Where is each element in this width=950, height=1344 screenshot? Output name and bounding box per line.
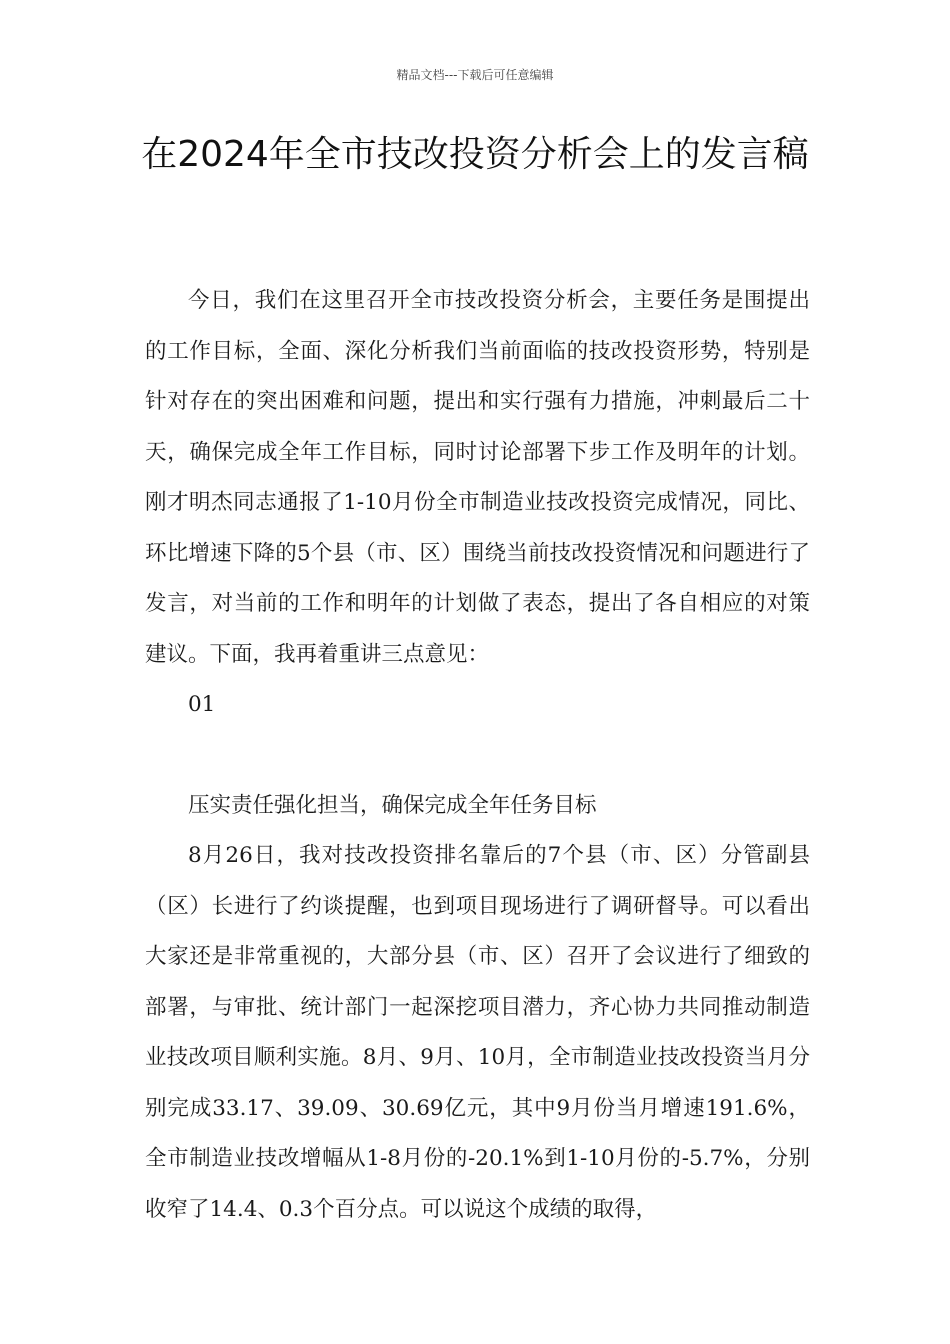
intro-paragraph: 今日，我们在这里召开全市技改投资分析会，主要任务是围提出的工作目标，全面、深化分析我们当前面临的技改投资形势，特别是针对存在的突出困难和问题，提出和实行强有力措施，冲刺最后二十天，确保完成全年工作目标，同时讨论部署下步工作及明年的计划。刚才明杰同志通报了1-10月份全市制造业技改投资完成情况，同比、环比增速下降的5个县（市、区）围绕当前技改投资情况和问题进行了发言，对当前的工作和明年的计划做了表态，提出了各自相应的对策建议。下面，我再着重讲三点意见： <box>145 288 810 667</box>
document-body <box>145 276 810 1235</box>
section-heading: 压实责任强化担当，确保完成全年任务目标 <box>188 792 597 818</box>
document-title: 在2024年全市技改投资分析会上的发言稿 <box>141 134 809 175</box>
section-body-paragraph: 8月26日，我对技改投资排名靠后的7个县（市、区）分管副县（区）长进行了约谈提醒，也到项目现场进行了调研督导。可以看出大家还是非常重视的，大部分县（市、区）召开了会议进行了细致的部署，与审批、统计部门一起深挖项目潜力，齐心协力共同推动制造业技改项目顺利实施。8月、9月、10月，全市制造业技改投资当月分别完成33.17、39.09、30.69亿元，其中9月份当月增速191.6%，全市制造业技改增幅从1-8月份的-20.1%到1-10月份的-5.7%，分别收窄了14.4、0.3个百分点。可以说这个成绩的取得， <box>145 843 810 1222</box>
header-note: 精品文档---下载后可任意编辑 <box>396 68 554 82</box>
section-number: 01 <box>188 692 216 717</box>
